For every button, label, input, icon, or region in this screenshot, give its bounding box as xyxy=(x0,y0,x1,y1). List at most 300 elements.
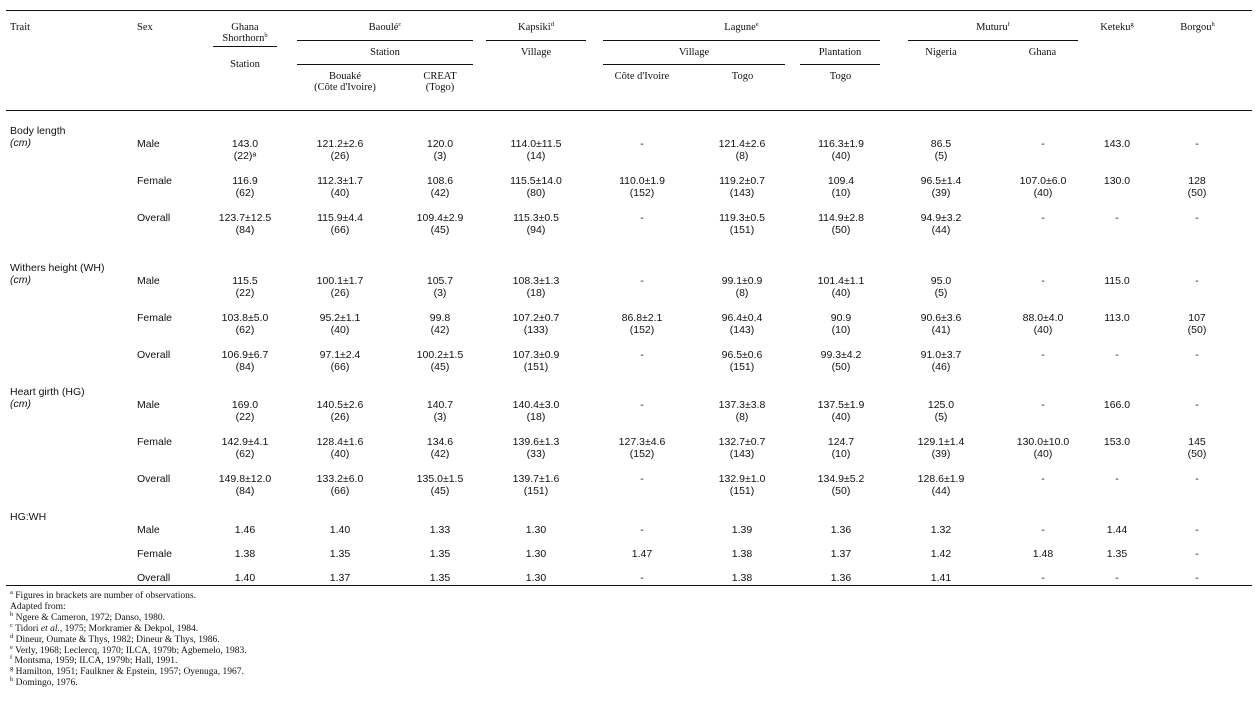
cell-value: 128 xyxy=(1188,175,1206,187)
cell-value: 1.41 xyxy=(930,572,952,584)
cell-value: - xyxy=(640,572,644,584)
table-cell xyxy=(1041,572,1045,584)
cell-observations: (5) xyxy=(934,411,948,423)
cell-value: 108.6 xyxy=(426,175,454,187)
trait-label: HG:WH xyxy=(10,511,47,523)
table-cell xyxy=(320,349,361,373)
table-cell xyxy=(1115,572,1119,584)
cell-observations: (45) xyxy=(430,485,450,497)
table-cell xyxy=(513,349,560,373)
cell-value: - xyxy=(1195,349,1199,361)
table-cell xyxy=(1033,548,1053,560)
table-cell xyxy=(722,312,763,336)
table-cell xyxy=(235,548,255,560)
table-cell xyxy=(1041,275,1045,287)
header-baoule-bouake xyxy=(297,71,393,93)
cell-value: 137.5±1.9 xyxy=(817,399,865,411)
cell-observations: (44) xyxy=(931,224,951,236)
sex-label: Overall xyxy=(137,212,171,224)
table-cell xyxy=(828,436,854,460)
footnote-h: $^h$ Domingo, 1976. xyxy=(10,676,78,689)
cell-value: 130.0 xyxy=(1103,175,1131,187)
table-cell xyxy=(417,473,464,497)
cell-value: 133.2±6.0 xyxy=(316,473,364,485)
cell-value: 96.4±0.4 xyxy=(721,312,763,324)
cell-value: 127.3±4.6 xyxy=(618,436,666,448)
table-cell xyxy=(317,399,364,423)
cell-observations: (143) xyxy=(729,324,755,336)
cell-value: - xyxy=(1041,473,1045,485)
cell-value: 100.2±1.5 xyxy=(416,349,464,361)
header-lagune-cote-divoire: Côte d'Ivoire xyxy=(614,71,670,82)
cell-value: 107.0±6.0 xyxy=(1019,175,1067,187)
cell-value: 1.37 xyxy=(329,572,351,584)
cell-observations: (42) xyxy=(430,187,450,199)
cell-value: 95.0 xyxy=(930,275,952,287)
cell-value: 149.8±12.0 xyxy=(218,473,272,485)
cell-observations: (3) xyxy=(433,150,447,162)
cell-observations: (44) xyxy=(931,485,951,497)
cell-value: 119.2±0.7 xyxy=(719,175,765,187)
table-cell xyxy=(931,275,951,299)
table-cell xyxy=(1107,524,1127,536)
keteku-name: Keteku xyxy=(1100,22,1131,33)
creat-line1: CREAT xyxy=(423,71,457,82)
table-cell xyxy=(317,436,364,460)
cell-value: 107.2±0.7 xyxy=(512,312,560,324)
table-cell xyxy=(619,436,666,460)
cell-observations: (26) xyxy=(330,287,350,299)
table-cell xyxy=(1104,275,1130,287)
sex-label: Overall xyxy=(137,349,171,361)
cell-value: 143.0 xyxy=(231,138,259,150)
cell-value: 139.6±1.3 xyxy=(512,436,560,448)
table-cell xyxy=(1195,212,1199,224)
cell-value: 91.0±3.7 xyxy=(920,349,962,361)
table-cell xyxy=(1115,349,1119,361)
cell-value: - xyxy=(1041,212,1045,224)
cell-value: 1.35 xyxy=(429,572,451,584)
sex-label: Male xyxy=(137,275,160,287)
ghana-station-rule xyxy=(213,46,277,47)
cell-value: 121.4±2.6 xyxy=(718,138,766,150)
table-cell xyxy=(818,138,864,162)
cell-value: - xyxy=(1041,138,1045,150)
cell-value: 132.7±0.7 xyxy=(718,436,766,448)
table-cell xyxy=(1195,524,1199,536)
cell-value: 86.5 xyxy=(930,138,952,150)
cell-observations: (10) xyxy=(831,187,851,199)
table-cell xyxy=(1195,349,1199,361)
cell-value: 142.9±4.1 xyxy=(221,436,269,448)
sex-label: Female xyxy=(137,175,173,187)
table-cell xyxy=(831,524,851,536)
cell-value: - xyxy=(1195,275,1199,287)
cell-value: 124.7 xyxy=(827,436,855,448)
table-cell xyxy=(831,548,851,560)
cell-value: - xyxy=(1041,275,1045,287)
table-cell xyxy=(513,473,560,497)
cell-value: 134.6 xyxy=(426,436,454,448)
table-cell xyxy=(931,572,951,584)
cell-observations: (22) xyxy=(235,287,255,299)
cell-value: 129.1±1.4 xyxy=(917,436,965,448)
table-cell xyxy=(732,548,752,560)
cell-value: 113.0 xyxy=(1104,312,1130,324)
table-cell xyxy=(1195,473,1199,485)
cell-observations: (40) xyxy=(831,150,851,162)
table-cell xyxy=(511,138,562,162)
table-cell xyxy=(640,138,644,150)
cell-observations: (62) xyxy=(235,448,255,460)
table-cell xyxy=(1104,436,1130,448)
table-cell xyxy=(513,399,560,423)
cell-observations: (152) xyxy=(629,187,655,199)
cell-value: - xyxy=(640,212,644,224)
header-lagune xyxy=(603,22,880,33)
header-trait: Trait xyxy=(10,22,31,33)
cell-observations: (152) xyxy=(629,448,655,460)
sex-label: Female xyxy=(137,436,173,448)
bouake-line2: (Côte d'Ivoire) xyxy=(314,82,376,93)
table-cell xyxy=(330,572,350,584)
cell-value: - xyxy=(640,399,644,411)
header-baoule-station: Station xyxy=(370,47,400,58)
footnotes xyxy=(10,591,247,689)
cell-value: 99.8 xyxy=(429,312,451,324)
cell-value: 101.4±1.1 xyxy=(817,275,865,287)
cell-value: 95.2±1.1 xyxy=(319,312,361,324)
cell-value: 123.7±12.5 xyxy=(218,212,272,224)
lagune-village-rule xyxy=(603,64,785,65)
header-lagune-plantation: Plantation xyxy=(818,47,862,58)
cell-observations: (66) xyxy=(330,361,350,373)
cell-observations: (66) xyxy=(330,224,350,236)
table-cell xyxy=(921,312,962,336)
sex-label: Overall xyxy=(137,473,171,485)
cell-observations: (40) xyxy=(1033,448,1053,460)
cell-value: - xyxy=(1041,399,1045,411)
cell-observations: (143) xyxy=(729,187,755,199)
table-cell xyxy=(1041,399,1045,411)
cell-observations: (50) xyxy=(831,361,851,373)
footnote-a: $^a$ Figures in brackets are number of observations. xyxy=(10,589,196,601)
cell-value: 90.9 xyxy=(830,312,852,324)
footnote-d: $^d$ Dineur, Oumate & Thys, 1982; Dineur & Thys, 1986. xyxy=(10,632,220,645)
table-cell xyxy=(722,349,763,373)
kapsiki-village-rule xyxy=(486,40,586,41)
cell-observations: (50) xyxy=(1187,448,1207,460)
cell-observations: (40) xyxy=(831,287,851,299)
table-cell xyxy=(330,548,350,560)
cell-observations: (45) xyxy=(430,224,450,236)
table-cell xyxy=(1041,473,1045,485)
cell-value: 100.1±1.7 xyxy=(316,275,364,287)
cell-value: - xyxy=(640,349,644,361)
table-cell xyxy=(430,312,450,336)
table-cell xyxy=(417,349,464,373)
cell-value: 119.3±0.5 xyxy=(719,212,765,224)
table-cell xyxy=(931,524,951,536)
table-cell xyxy=(921,349,962,373)
cell-value: 114.0±11.5 xyxy=(510,138,562,150)
cell-observations: (84) xyxy=(235,361,255,373)
cell-observations: (8) xyxy=(735,287,749,299)
cell-value: 1.30 xyxy=(525,524,547,536)
table-cell xyxy=(222,436,269,460)
station-subrule xyxy=(297,64,473,65)
table-cell xyxy=(317,212,363,236)
cell-value: - xyxy=(1115,349,1119,361)
table-cell xyxy=(1041,524,1045,536)
cell-value: 108.3±1.3 xyxy=(512,275,560,287)
cell-value: 1.39 xyxy=(731,524,753,536)
table-cell xyxy=(1104,399,1130,411)
table-cell xyxy=(317,138,364,162)
cell-observations: (50) xyxy=(1187,324,1207,336)
trait-label: Body length (cm) xyxy=(10,125,66,149)
trait-unit: (cm) xyxy=(10,274,31,286)
cell-value: 137.3±3.8 xyxy=(718,399,766,411)
cell-observations: (151) xyxy=(729,485,755,497)
table-cell xyxy=(732,572,752,584)
table-cell xyxy=(632,548,652,560)
cell-value: 125.0 xyxy=(927,399,955,411)
cell-value: 115.5±14.0 xyxy=(510,175,562,187)
cell-value: 1.32 xyxy=(930,524,952,536)
cell-value: 115.9±4.4 xyxy=(317,212,363,224)
cell-value: 114.9±2.8 xyxy=(818,212,864,224)
table-cell xyxy=(1188,436,1207,460)
table-cell xyxy=(427,275,453,299)
cell-value: 110.0±1.9 xyxy=(619,175,665,187)
footnote-e: $^e$ Verly, 1968; Leclercq, 1970; ILCA, 1979b; Agbemelo, 1983. xyxy=(10,643,247,656)
table-cell xyxy=(831,312,851,336)
table-cell xyxy=(818,473,865,497)
cell-value: - xyxy=(1195,548,1199,560)
cell-value: 1.40 xyxy=(329,524,351,536)
table-cell xyxy=(317,175,363,199)
cell-value: 120.0 xyxy=(426,138,454,150)
cell-value: 115.3±0.5 xyxy=(513,212,559,224)
cell-observations: (143) xyxy=(729,448,755,460)
borgou-footnote-mark: h xyxy=(1211,21,1215,28)
table-cell xyxy=(640,524,644,536)
cell-observations: (133) xyxy=(523,324,549,336)
cell-value: 1.30 xyxy=(525,572,547,584)
table-cell xyxy=(918,473,965,497)
table-cell xyxy=(427,436,453,460)
table-cell xyxy=(821,349,862,373)
cell-observations: (8) xyxy=(735,411,749,423)
header-ghana-shorthorn xyxy=(205,22,285,44)
cell-observations: (62) xyxy=(235,324,255,336)
cell-value: 1.30 xyxy=(525,548,547,560)
sex-label: Male xyxy=(137,399,160,411)
table-cell xyxy=(417,212,464,236)
cell-value: 115.5 xyxy=(232,275,258,287)
cell-value: 140.7 xyxy=(426,399,454,411)
cell-value: 1.38 xyxy=(234,548,256,560)
cell-observations: (66) xyxy=(330,485,350,497)
header-baoule-creat xyxy=(400,71,480,93)
trait-label: Withers height (WH) (cm) xyxy=(10,262,105,286)
cell-observations: (18) xyxy=(526,411,546,423)
table-cell xyxy=(219,473,271,497)
table-cell xyxy=(719,175,765,199)
table-cell xyxy=(1041,212,1045,224)
cell-value: 143.0 xyxy=(1103,138,1131,150)
table-cell xyxy=(1115,212,1119,224)
table-cell xyxy=(719,399,766,423)
cell-value: 121.2±2.6 xyxy=(316,138,364,150)
cell-observations: (42) xyxy=(430,448,450,460)
muturu-footnote-mark: f xyxy=(1007,21,1010,28)
cell-value: 103.8±5.0 xyxy=(221,312,269,324)
header-ghana-station: Station xyxy=(230,59,260,70)
cell-value: 112.3±1.7 xyxy=(317,175,363,187)
cell-observations: (40) xyxy=(330,448,350,460)
footnote-f: $^f$ Montsma, 1959; ILCA, 1979b; Hall, 1991. xyxy=(10,654,178,667)
cell-value: 140.5±2.6 xyxy=(316,399,364,411)
cell-value: 128.4±1.6 xyxy=(316,436,364,448)
table-cell xyxy=(921,212,962,236)
footnote-adapted: Adapted from: xyxy=(10,601,66,612)
cell-value: - xyxy=(1115,572,1119,584)
cell-observations: (151) xyxy=(523,361,549,373)
cell-value: - xyxy=(640,524,644,536)
cell-observations: (26) xyxy=(330,411,350,423)
header-kapsiki-village: Village xyxy=(520,47,552,58)
cell-value: 99.3±4.2 xyxy=(820,349,862,361)
table-cell xyxy=(526,524,546,536)
cell-observations: (50) xyxy=(1187,187,1207,199)
cell-value: 97.1±2.4 xyxy=(319,349,361,361)
table-cell xyxy=(526,548,546,560)
cell-value: - xyxy=(1195,138,1199,150)
cell-value: 1.37 xyxy=(830,548,852,560)
lagune-name: Lagune xyxy=(724,22,756,33)
cell-value: 86.8±2.1 xyxy=(621,312,663,324)
table-cell xyxy=(921,175,962,199)
table-cell xyxy=(1023,312,1064,336)
table-cell xyxy=(1115,473,1119,485)
lagune-footnote-mark: e xyxy=(755,21,759,28)
table-cell xyxy=(232,175,258,199)
cell-value: 130.0±10.0 xyxy=(1016,436,1070,448)
cell-value: 128.6±1.9 xyxy=(917,473,965,485)
cell-observations: (40) xyxy=(1033,187,1053,199)
table-cell xyxy=(719,212,765,236)
cell-observations: (40) xyxy=(330,324,350,336)
table-cell xyxy=(1195,275,1199,287)
cell-value: 169.0 xyxy=(231,399,259,411)
table-cell xyxy=(640,275,644,287)
cell-observations: (45) xyxy=(430,361,450,373)
table-cell xyxy=(1107,548,1127,560)
cell-value: 107.3±0.9 xyxy=(512,349,560,361)
sex-label: Female xyxy=(137,312,173,324)
header-kapsiki xyxy=(486,22,586,33)
cell-observations: (42) xyxy=(430,324,450,336)
cell-value: 107 xyxy=(1188,312,1206,324)
header-borgou xyxy=(1170,22,1225,33)
cell-observations: (84) xyxy=(235,224,255,236)
table-cell xyxy=(513,312,560,336)
cell-value: 134.9±5.2 xyxy=(817,473,865,485)
baoule-group-rule xyxy=(297,40,473,41)
cell-observations: (8) xyxy=(735,150,749,162)
cell-value: 1.44 xyxy=(1106,524,1128,536)
table-cell xyxy=(918,436,965,460)
table-cell xyxy=(622,312,663,336)
lagune-group-rule xyxy=(603,40,880,41)
table-cell xyxy=(1104,138,1130,150)
table-cell xyxy=(818,212,864,236)
cell-value: 166.0 xyxy=(1103,399,1131,411)
cell-value: 105.7 xyxy=(426,275,454,287)
cell-value: 140.4±3.0 xyxy=(512,399,560,411)
table-cell xyxy=(235,524,255,536)
table-cell xyxy=(1020,175,1067,199)
cell-observations: (39) xyxy=(931,448,951,460)
lagune-plantation-rule xyxy=(800,64,880,65)
cell-observations: (40) xyxy=(831,411,851,423)
table-cell xyxy=(235,572,255,584)
cell-value: 1.35 xyxy=(1106,548,1128,560)
cell-observations: (5) xyxy=(934,150,948,162)
cell-value: - xyxy=(1041,349,1045,361)
table-cell xyxy=(722,275,763,299)
table-cell xyxy=(222,312,269,336)
table-cell xyxy=(1188,312,1207,336)
table-cell xyxy=(1104,175,1130,187)
header-baoule xyxy=(297,22,473,33)
table-cell xyxy=(1017,436,1069,460)
table-cell xyxy=(330,524,350,536)
table-cell xyxy=(1195,572,1199,584)
cell-observations: (151) xyxy=(729,224,755,236)
cell-value: - xyxy=(640,473,644,485)
kapsiki-footnote-mark: d xyxy=(550,21,554,28)
trait-unit: (cm) xyxy=(10,398,31,410)
sex-label: Female xyxy=(137,548,173,560)
table-top-rule xyxy=(6,10,1252,11)
creat-line2: (Togo) xyxy=(425,82,455,93)
sex-label: Male xyxy=(137,524,160,536)
header-keteku xyxy=(1092,22,1142,33)
cell-value: - xyxy=(1195,473,1199,485)
cell-observations: (40) xyxy=(1033,324,1053,336)
table-cell xyxy=(232,275,258,299)
cell-value: - xyxy=(1115,473,1119,485)
cell-value: 106.9±6.7 xyxy=(221,349,269,361)
cell-observations: (39) xyxy=(931,187,951,199)
table-cell xyxy=(232,138,258,162)
sex-label: Overall xyxy=(137,572,171,584)
ghana-footnote-mark: b xyxy=(264,32,268,39)
cell-value: 1.46 xyxy=(234,524,256,536)
cell-value: 132.9±1.0 xyxy=(718,473,766,485)
cell-value: 96.5±1.4 xyxy=(920,175,962,187)
cell-observations: (41) xyxy=(931,324,951,336)
cell-value: 139.7±1.6 xyxy=(512,473,560,485)
header-muturu xyxy=(908,22,1078,33)
header-bottom-rule xyxy=(6,110,1252,111)
cell-value: 1.35 xyxy=(429,548,451,560)
table-cell xyxy=(1195,399,1199,411)
footnote-g: $^g$ Hamilton, 1951; Faulkner & Epstein, 1957; Oyenuga, 1967. xyxy=(10,665,244,678)
